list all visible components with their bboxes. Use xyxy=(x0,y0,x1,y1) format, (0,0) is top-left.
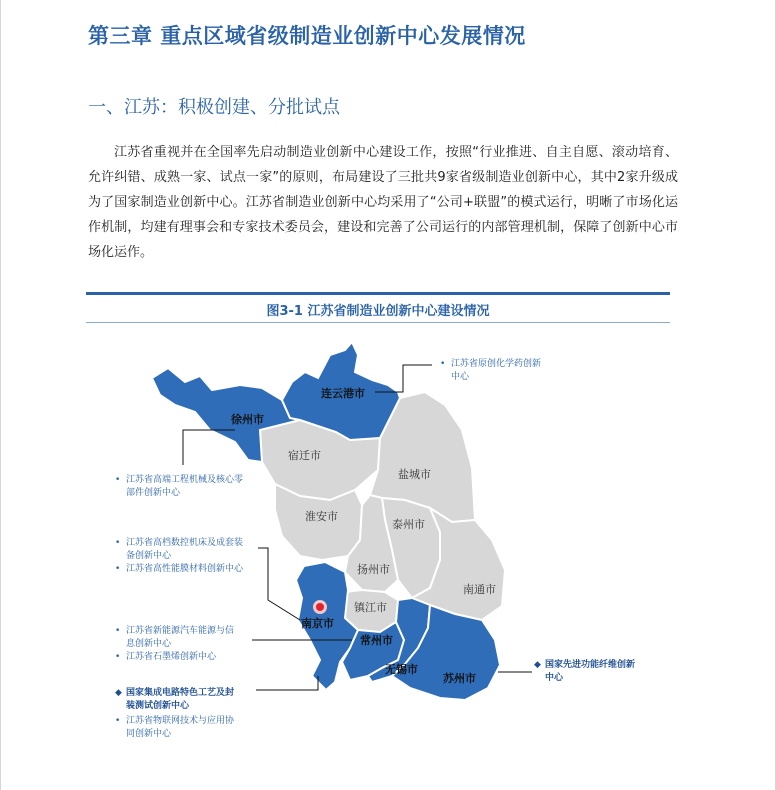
leader-wuxi xyxy=(256,676,318,690)
label-changzhou: 常州市 xyxy=(360,634,393,647)
figure-caption: 图3-1 江苏省制造业创新中心建设情况 xyxy=(266,304,490,319)
label-wuxi: 无锡市 xyxy=(385,663,418,676)
note-lianyungang: • 江苏省原创化学药创新 中心 xyxy=(440,359,542,382)
section-title: 一、江苏：积极创建、分批试点 xyxy=(88,97,340,118)
label-taizhou: 泰州市 xyxy=(392,518,425,531)
label-huaian: 淮安市 xyxy=(305,510,338,523)
label-xuzhou: 徐州市 xyxy=(231,413,264,426)
nanjing-capital-dot xyxy=(316,603,324,611)
label-yancheng: 盐城市 xyxy=(398,468,431,481)
label-suqian: 宿迁市 xyxy=(288,449,321,462)
body-paragraph: 江苏省重视并在全国率先启动制造业创新中心建设工作，按照“行业推进、自主自愿、滚动培育、允许纠错、成熟一家、试点一家”的原则，布局建设了三批共9家省级制造业创新中心，其中2家升级成为了国家制造业创新中心。江苏省制造业创新中心均采用了“公司+联盟”的模式运行，明晰了市场化运作机制，均建有理事会和专家技术委员会，建设和完善了公司运行的内部管理机制，保障了创新中心市场化运作。 xyxy=(88,145,678,260)
label-nantong: 南通市 xyxy=(463,583,496,596)
note-wuxi-national: ◆ 国家集成电路特色工艺及封 装测试创新中心 xyxy=(115,688,235,711)
label-suzhou: 苏州市 xyxy=(443,672,476,685)
note-suzhou: ◆ 国家先进功能纤维创新 中心 xyxy=(534,660,636,683)
label-yangzhou: 扬州市 xyxy=(357,563,390,576)
chapter-title: 第三章 重点区域省级制造业创新中心发展情况 xyxy=(88,24,526,48)
note-nanjing-a: • 江苏省高档数控机床及成套装 备创新中心 • 江苏省高性能膜材料创新中心 xyxy=(115,538,244,574)
label-lianyungang: 连云港市 xyxy=(321,387,365,400)
note-wuxi-provincial: • 江苏省物联网技术与应用协 同创新中心 xyxy=(115,716,235,739)
label-nanjing: 南京市 xyxy=(301,617,334,630)
note-xuzhou: • 江苏省高端工程机械及核心零 部件创新中心 xyxy=(115,475,244,498)
label-zhenjiang: 镇江市 xyxy=(354,601,387,614)
note-nanjing-b: • 江苏省新能源汽车能源与信 息创新中心 • 江苏省石墨烯创新中心 xyxy=(115,626,235,662)
